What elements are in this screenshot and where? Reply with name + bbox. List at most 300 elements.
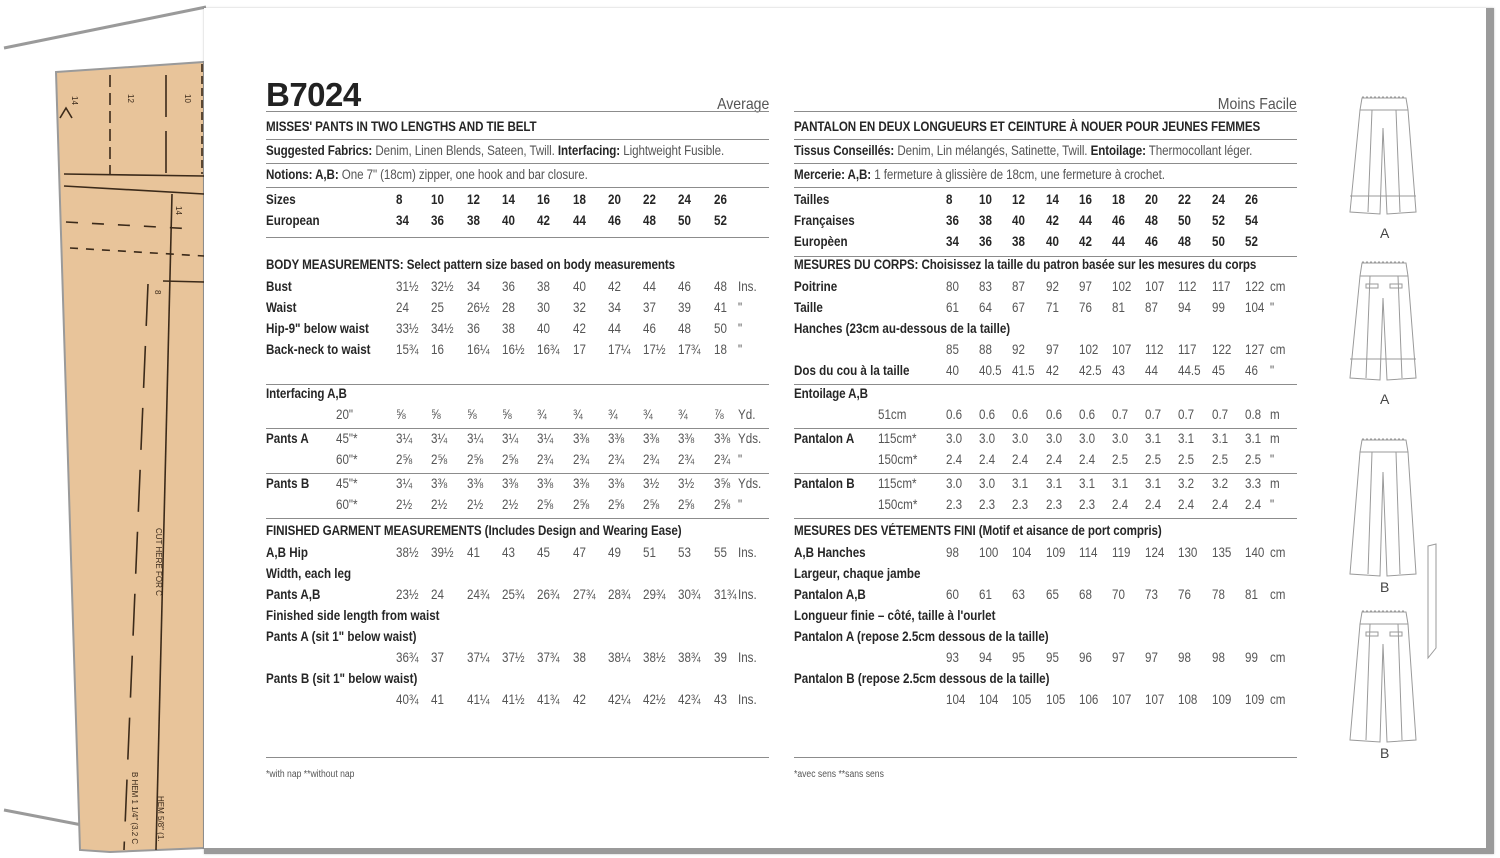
table-row	[266, 279, 769, 295]
cell-value: 38¼	[607, 650, 631, 665]
divider	[794, 473, 1297, 474]
table-row	[794, 452, 1297, 468]
interfacing-heading	[266, 386, 347, 402]
cell-value: 3¼	[501, 431, 519, 446]
row-label: Pants B (sit 1" below waist)	[266, 671, 418, 686]
unit-label: cm	[1270, 692, 1286, 707]
cell-value: 97	[1112, 650, 1125, 665]
cell-value: 104	[1244, 300, 1265, 315]
cell-value: 36	[946, 213, 959, 228]
cell-value: 17¾	[678, 342, 701, 357]
divider	[266, 237, 769, 238]
divider	[794, 757, 1297, 758]
unit-label: "	[1270, 452, 1275, 467]
table-row	[266, 650, 769, 666]
interfacing-heading-fr	[794, 386, 868, 402]
cell-value: 49	[607, 545, 621, 560]
cell-value: 25	[431, 300, 445, 315]
cell-value: 44	[572, 213, 586, 228]
cell-value: 0.7	[1145, 407, 1162, 422]
cell-value: 42	[1078, 234, 1092, 249]
unit-label: "	[1270, 300, 1275, 315]
size-mark: 14	[70, 96, 79, 105]
cell-value: 65	[1045, 587, 1059, 602]
cell-value: ⅝	[431, 407, 441, 422]
cell-value: 42	[607, 279, 621, 294]
cell-value: 31½	[396, 279, 419, 294]
cell-value: 48	[643, 213, 657, 228]
unit-label: "	[1270, 363, 1275, 378]
table-row	[266, 342, 769, 358]
unit-label: Ins.	[738, 650, 757, 665]
cell-value: 46	[607, 213, 621, 228]
cell-value: 0.6	[1012, 407, 1029, 422]
view-label: B	[1380, 579, 1390, 595]
cell-value: 97	[1045, 342, 1059, 357]
cell-value: 38	[572, 650, 586, 665]
cell-value: 2.4	[1112, 497, 1129, 512]
cell-value: 22	[1178, 192, 1192, 207]
cell-value: 124	[1145, 545, 1165, 560]
cell-value: 95	[1045, 650, 1059, 665]
cell-value: 3⅜	[572, 431, 589, 446]
unit-label: Ins.	[738, 279, 757, 294]
cell-value: 40.5	[979, 363, 1002, 378]
envelope-back-sheet	[204, 8, 1494, 854]
cell-value: 2⅝	[607, 497, 624, 512]
hem-label: HEM 5/8" (1.	[156, 796, 165, 842]
cell-value: 17½	[643, 342, 666, 357]
cell-value: 14	[1045, 192, 1059, 207]
cell-value: 34	[946, 234, 959, 249]
row-label: Pantalon B (repose 2.5cm dessous de la taille)	[794, 671, 1050, 686]
cell-value: 3⅜	[607, 431, 624, 446]
cell-value: 99	[1211, 300, 1225, 315]
notions-text-fr: 1 fermeture à glissière de 18cm, une fermeture à crochet.	[874, 167, 1165, 182]
table-row	[794, 545, 1297, 561]
unit-label: cm	[1270, 587, 1286, 602]
row-label: Pantalon A (repose 2.5cm dessous de la taille)	[794, 629, 1049, 644]
body-measurements-heading-text: Select pattern size based on body measurements	[406, 257, 676, 272]
table-row	[794, 671, 1297, 687]
cell-value: 3¼	[537, 431, 554, 446]
table-row	[266, 587, 769, 603]
cell-value: 52	[713, 213, 727, 228]
cell-value: 92	[1012, 342, 1026, 357]
unit-label: cm	[1270, 279, 1286, 294]
view-label: A	[1380, 391, 1390, 407]
cell-value: 2.4	[1012, 452, 1029, 467]
row-label: Poitrine	[794, 279, 838, 294]
cell-value: 61	[979, 587, 993, 602]
cell-value: 104	[979, 692, 999, 707]
footnote-fr: *avec sens **sans sens	[794, 769, 884, 780]
cell-value: 104	[1012, 545, 1032, 560]
table-row	[266, 545, 769, 561]
table-row	[794, 321, 1297, 337]
table-row	[794, 566, 1297, 582]
cell-value: ⅝	[501, 407, 512, 422]
cell-value: 3.2	[1178, 476, 1195, 491]
cell-value: 2.5	[1178, 452, 1195, 467]
body-measurements-heading-fr-text: Choisissez la taille du patron basée sur les mesures du corps	[921, 257, 1257, 272]
view-label: A	[1380, 225, 1390, 241]
cell-value: 117	[1178, 342, 1197, 357]
cell-value: 41	[466, 545, 480, 560]
cell-value: 3⅜	[572, 476, 589, 491]
cell-value: 45	[1211, 363, 1225, 378]
cell-value: 97	[1078, 279, 1092, 294]
cut-here-label: CUT HERE FOR C	[154, 528, 163, 596]
cell-value: 88	[979, 342, 993, 357]
cell-value: 8	[396, 192, 403, 207]
cell-value: 95	[1012, 650, 1026, 665]
cell-value: ¾	[643, 407, 653, 422]
cell-value: 2.4	[1211, 497, 1228, 512]
cell-value: 3⅜	[678, 431, 695, 446]
cell-value: 2.3	[1045, 497, 1062, 512]
cell-value: 3.0	[979, 431, 996, 446]
finished-heading	[266, 523, 682, 539]
cell-value: 102	[1078, 342, 1099, 357]
table-row	[794, 363, 1297, 379]
cell-value: 3¼	[396, 476, 413, 491]
cell-value: 3.1	[1112, 476, 1129, 491]
cell-value: 3½	[643, 476, 660, 491]
row-label: Longueur finie – côté, taille à l'ourlet	[794, 608, 996, 623]
cell-value: 48	[1178, 234, 1192, 249]
cell-value: 122	[1244, 279, 1265, 294]
row-label: Pants B	[266, 476, 310, 491]
cell-value: ⅝	[396, 407, 406, 422]
cell-value: 2.4	[1178, 497, 1195, 512]
interfacing-label-fr: Entoilage:	[1090, 143, 1146, 158]
cell-value: 3⅜	[537, 476, 554, 491]
difficulty-level-fr: Moins Facile	[1217, 96, 1297, 113]
cell-value: 68	[1078, 587, 1092, 602]
fabrics-line	[266, 143, 724, 159]
cell-value: 3.3	[1244, 476, 1261, 491]
cell-value: 60	[946, 587, 959, 602]
cell-value: 36	[431, 213, 445, 228]
interfacing-heading-bold: Interfacing A,B	[266, 386, 347, 401]
cell-value: ¾	[537, 407, 547, 422]
cell-value: 46	[1112, 213, 1125, 228]
cell-value: 42	[1045, 363, 1059, 378]
unit-label: "	[1270, 497, 1275, 512]
cell-value: 37½	[501, 650, 525, 665]
row-sublabel: 45"*	[336, 431, 358, 446]
pattern-number: B7024	[266, 76, 361, 113]
cell-value: 2.5	[1211, 452, 1228, 467]
cell-value: 37	[431, 650, 445, 665]
pattern-title-fr: PANTALON EN DEUX LONGUEURS ET CEINTURE À NOUER POUR JEUNES FEMMES	[794, 119, 1261, 134]
cell-value: 2⅝	[501, 452, 519, 467]
fabrics-label-fr: Tissus Conseillés:	[794, 143, 895, 158]
cell-value: 42	[572, 321, 586, 336]
cell-value: 3⅜	[713, 431, 730, 446]
table-row	[794, 587, 1297, 603]
cell-value: 46	[1145, 234, 1159, 249]
cell-value: 112	[1145, 342, 1164, 357]
cell-value: 38½	[396, 545, 419, 560]
cell-value: 2.3	[1012, 497, 1029, 512]
cell-value: 3.0	[1045, 431, 1062, 446]
cell-value: 30	[537, 300, 551, 315]
cell-value: 50	[1211, 234, 1225, 249]
cell-value: 3¼	[431, 431, 448, 446]
row-label: Bust	[266, 279, 292, 294]
cell-value: 97	[1145, 650, 1159, 665]
finished-heading-fr-bold: MESURES DES VÉTEMENTS FINI (Motif et aisance de port compris)	[794, 523, 1162, 538]
cell-value: 76	[1078, 300, 1092, 315]
cell-value: 2½	[431, 497, 448, 512]
cell-value: 44	[607, 321, 621, 336]
cell-value: 2⅝	[537, 497, 554, 512]
body-measurements-heading-fr	[794, 257, 1256, 273]
cell-value: 44	[1078, 213, 1092, 228]
cell-value: 38	[537, 279, 551, 294]
interfacing-text-fr: Thermocollant léger.	[1148, 143, 1253, 158]
row-label: Sizes	[266, 192, 296, 207]
row-label: Pants A	[266, 431, 309, 446]
view-label: B	[1380, 745, 1390, 761]
cell-value: 98	[1178, 650, 1192, 665]
divider	[794, 428, 1297, 429]
cell-value: 37¾	[537, 650, 560, 665]
cell-value: 0.7	[1211, 407, 1228, 422]
cell-value: 2⅝	[396, 452, 413, 467]
cell-value: 45	[537, 545, 551, 560]
cell-value: 44.5	[1178, 363, 1201, 378]
unit-label: cm	[1270, 650, 1286, 665]
fabrics-line-fr	[794, 143, 1252, 159]
unit-label: cm	[1270, 545, 1286, 560]
cell-value: 94	[979, 650, 993, 665]
cell-value: 106	[1078, 692, 1099, 707]
table-row	[266, 213, 769, 229]
row-sublabel: 60"*	[336, 452, 358, 467]
cell-value: 20	[607, 192, 621, 207]
cell-value: 0.7	[1112, 407, 1129, 422]
table-row	[266, 476, 769, 492]
cell-value: 2.3	[1078, 497, 1095, 512]
cell-value: 41	[431, 692, 445, 707]
cell-value: 42½	[643, 692, 666, 707]
cell-value: 42.5	[1078, 363, 1102, 378]
notions-line-fr	[794, 167, 1165, 183]
view-sketches	[1344, 88, 1474, 788]
unit-label: "	[738, 342, 743, 357]
table-row	[266, 608, 769, 624]
table-row	[266, 692, 769, 708]
unit-label: "	[738, 321, 743, 336]
cell-value: 2¾	[607, 452, 624, 467]
body-measurements-heading-fr-bold: MESURES DU CORPS:	[794, 257, 919, 272]
row-sublabel: 60"*	[336, 497, 358, 512]
cell-value: 92	[1045, 279, 1059, 294]
table-row	[794, 342, 1297, 358]
row-label: Largeur, chaque jambe	[794, 566, 921, 581]
cell-value: 2⅝	[431, 452, 448, 467]
cell-value: 112	[1178, 279, 1197, 294]
row-sublabel: 150cm*	[878, 497, 918, 512]
unit-label: Ins.	[738, 545, 757, 560]
notions-text: One 7" (18cm) zipper, one hook and bar closure.	[341, 167, 588, 182]
cell-value: 3.1	[1211, 431, 1228, 446]
unit-label: m	[1270, 476, 1280, 491]
cell-value: 2.3	[946, 497, 963, 512]
cell-value: 0.6	[946, 407, 963, 422]
cell-value: 16½	[501, 342, 525, 357]
cell-value: 2¾	[678, 452, 695, 467]
cell-value: 87	[1012, 279, 1026, 294]
cell-value: 64	[979, 300, 993, 315]
cell-value: 48	[678, 321, 692, 336]
size-mark: 8	[153, 290, 162, 295]
cell-value: 108	[1178, 692, 1198, 707]
cell-value: 3¼	[396, 431, 413, 446]
table-row	[794, 650, 1297, 666]
cell-value: 3⅜	[501, 476, 519, 491]
cell-value: 87	[1145, 300, 1159, 315]
cell-value: 15¾	[396, 342, 419, 357]
cell-value: 31¾	[713, 587, 737, 602]
unit-label: Ins.	[738, 692, 757, 707]
cell-value: 3.0	[1112, 431, 1129, 446]
cell-value: 38¾	[678, 650, 701, 665]
footnote: *with nap **without nap	[266, 769, 355, 780]
cell-value: 107	[1145, 692, 1165, 707]
cell-value: 104	[946, 692, 966, 707]
cell-value: ¾	[607, 407, 618, 422]
table-row	[266, 629, 769, 645]
cell-value: 50	[678, 213, 692, 228]
cell-value: 3.1	[1178, 431, 1195, 446]
cell-value: 40	[1012, 213, 1026, 228]
cell-value: 96	[1078, 650, 1092, 665]
cell-value: 42¾	[678, 692, 701, 707]
cell-value: 117	[1211, 279, 1231, 294]
notions-label: Notions: A,B:	[266, 167, 339, 182]
cell-value: 24	[1211, 192, 1225, 207]
divider	[266, 473, 769, 474]
cell-value: 10	[979, 192, 993, 207]
table-row	[266, 431, 769, 447]
cell-value: 52	[1244, 234, 1258, 249]
cell-value: 26½	[466, 300, 490, 315]
divider	[266, 518, 769, 519]
cell-value: 3¼	[466, 431, 483, 446]
unit-label: Yd.	[738, 407, 756, 422]
cell-value: 32½	[431, 279, 454, 294]
cell-value: 36	[501, 279, 515, 294]
cell-value: 3.1	[1244, 431, 1261, 446]
cell-value: 0.6	[1078, 407, 1095, 422]
cell-value: 50	[713, 321, 727, 336]
cell-value: 80	[946, 279, 959, 294]
cell-value: 20	[1145, 192, 1159, 207]
cell-value: 3⅜	[607, 476, 624, 491]
difficulty-level: Average	[716, 96, 769, 113]
cell-value: 47	[572, 545, 586, 560]
cell-value: 43	[501, 545, 515, 560]
divider	[266, 384, 769, 385]
cell-value: 40	[946, 363, 959, 378]
notions-line	[266, 167, 588, 183]
cell-value: 0.8	[1244, 407, 1261, 422]
cell-value: 3.0	[979, 476, 996, 491]
cell-value: 2.4	[946, 452, 963, 467]
cell-value: 41½	[501, 692, 525, 707]
cell-value: 32	[572, 300, 586, 315]
cell-value: ¾	[678, 407, 689, 422]
cell-value: 48	[713, 279, 727, 294]
cell-value: 3.1	[1145, 476, 1162, 491]
cell-value: 2.5	[1244, 452, 1261, 467]
cell-value: 3.0	[1012, 431, 1029, 446]
cell-value: 27¾	[572, 587, 596, 602]
cell-value: 109	[1211, 692, 1231, 707]
divider	[266, 757, 769, 758]
row-sublabel: 115cm*	[878, 476, 917, 491]
cell-value: 73	[1145, 587, 1159, 602]
size-mark: 10	[183, 94, 192, 103]
cell-value: ⅝	[466, 407, 477, 422]
cell-value: 83	[979, 279, 993, 294]
cell-value: 109	[1045, 545, 1065, 560]
cell-value: 81	[1244, 587, 1258, 602]
row-label: A,B Hip	[266, 545, 308, 560]
interfacing-label: Interfacing:	[557, 143, 621, 158]
cell-value: 2¾	[537, 452, 554, 467]
cell-value: 34	[607, 300, 621, 315]
table-row	[794, 192, 1297, 208]
table-row	[794, 629, 1297, 645]
cell-value: 29¾	[643, 587, 666, 602]
cell-value: 2.4	[979, 452, 996, 467]
cell-value: 2⅝	[678, 497, 695, 512]
cell-value: 2⅝	[643, 497, 660, 512]
cell-value: 26¾	[537, 587, 560, 602]
cell-value: 2½	[466, 497, 483, 512]
table-row	[794, 300, 1297, 316]
cell-value: 36¾	[396, 650, 419, 665]
cell-value: ¾	[572, 407, 583, 422]
cell-value: 36	[979, 234, 993, 249]
cell-value: 17¼	[607, 342, 631, 357]
cell-value: 109	[1244, 692, 1265, 707]
cell-value: 3⅜	[431, 476, 448, 491]
cell-value: 0.6	[979, 407, 996, 422]
cell-value: 3.0	[946, 476, 963, 491]
cell-value: 55	[713, 545, 727, 560]
table-row	[794, 279, 1297, 295]
row-label: Waist	[266, 300, 297, 315]
notions-label-fr: Mercerie: A,B:	[794, 167, 872, 182]
row-sublabel: 150cm*	[878, 452, 918, 467]
cell-value: 2½	[501, 497, 519, 512]
cell-value: 34	[466, 279, 480, 294]
table-row	[266, 671, 769, 687]
row-label: Pants A (sit 1" below waist)	[266, 629, 417, 644]
table-row	[794, 431, 1297, 447]
cell-value: 41.5	[1012, 363, 1035, 378]
cell-value: 76	[1178, 587, 1192, 602]
cell-value: 24	[678, 192, 692, 207]
cell-value: 2.5	[1112, 452, 1129, 467]
cell-value: 2½	[396, 497, 413, 512]
